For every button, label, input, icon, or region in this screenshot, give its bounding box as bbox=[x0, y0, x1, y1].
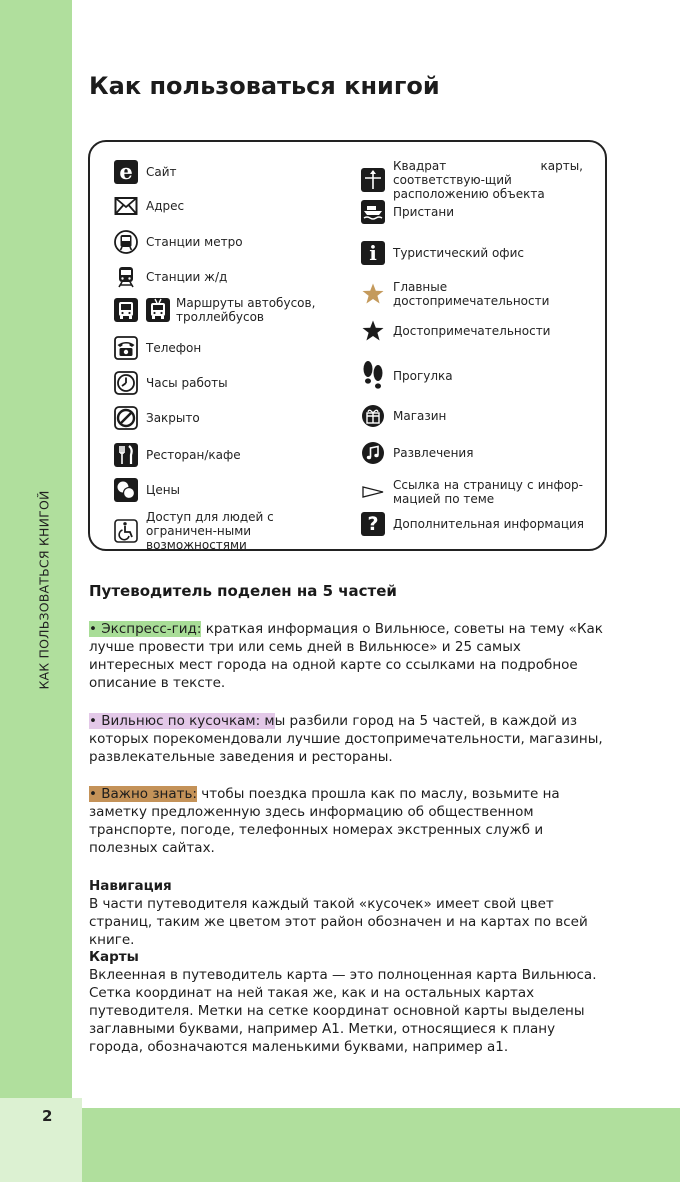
part-express bbox=[89, 620, 604, 692]
legend-label: Закрыто bbox=[146, 411, 200, 425]
icon-legend bbox=[88, 140, 607, 551]
legend-label: Ресторан/кафе bbox=[146, 448, 241, 462]
legend-item-address bbox=[114, 194, 184, 218]
legend-label: Ссылка на страницу с инфор-мацией по теме bbox=[393, 478, 583, 506]
legend-item-shop bbox=[361, 404, 446, 428]
part-important bbox=[89, 785, 604, 857]
part-highlight: • Экспресс-гид: bbox=[89, 621, 202, 637]
legend-label: Пристани bbox=[393, 205, 455, 219]
legend-item-restaurant bbox=[114, 443, 241, 467]
legend-label: Станции метро bbox=[146, 235, 243, 249]
page-number: 2 bbox=[42, 1107, 53, 1125]
legend-label: Телефон bbox=[146, 341, 202, 355]
navigation-section bbox=[89, 877, 604, 949]
clock-icon bbox=[114, 371, 138, 395]
question-icon: ? bbox=[361, 512, 385, 536]
arrow-icon bbox=[361, 480, 385, 504]
page-title: Как пользоваться книгой bbox=[89, 72, 440, 100]
part-highlight: • Вильнюс по кусочкам: м bbox=[89, 713, 275, 729]
page-number-box bbox=[0, 1098, 82, 1182]
trolleybus-icon bbox=[146, 298, 170, 322]
music-icon bbox=[361, 441, 385, 465]
maps-text: Вклеенная в путеводитель карта — это полноценная карта Вильнюса. Сетка координат на ней такая же, как и на остальных картах путеводителя. Метки на сетке координат основной карты выделены заглавными буквами, например A1. Метки, относящиеся к плану города, обозначаются маленькими буквами, например a1. bbox=[89, 967, 597, 1055]
legend-item-walk bbox=[361, 360, 453, 392]
pier-icon bbox=[361, 200, 385, 224]
legend-item-train bbox=[114, 265, 227, 289]
footprints-icon bbox=[361, 360, 385, 392]
map-square-icon bbox=[361, 168, 385, 192]
maps-section bbox=[89, 948, 604, 1056]
prices-icon bbox=[114, 478, 138, 502]
legend-label: Магазин bbox=[393, 409, 447, 423]
section-title: Путеводитель поделен на 5 частей bbox=[89, 582, 397, 600]
closed-icon bbox=[114, 406, 138, 430]
telephone-icon bbox=[114, 336, 138, 360]
part-text: чтобы поездка прошла как по маслу, возьмите на заметку предложенную здесь информацию об общественном транспорте, погоде, телефонных номерах экстренных служб и полезных сайтах. bbox=[89, 786, 560, 856]
info-icon: i bbox=[361, 241, 385, 265]
legend-item-main-sights bbox=[361, 280, 605, 308]
navigation-text: В части путеводителя каждый такой «кусочек» имеет свой цвет страниц, таким же цветом этот район обозначен и на картах по всей книге. bbox=[89, 896, 588, 948]
legend-label: Маршруты автобусов, троллейбусов bbox=[176, 296, 316, 324]
gift-icon bbox=[361, 404, 385, 428]
legend-label: Доступ для людей с ограничен-ными возможностями bbox=[146, 510, 274, 552]
legend-item-prices bbox=[114, 478, 180, 502]
part-text: краткая информация о Вильнюсе, советы на тему «Как лучше провести три или семь дней в Вильнюсе» и 25 самых интересных мест города на одной карте со ссылками на подробное описание в тексте. bbox=[89, 621, 603, 691]
train-icon bbox=[114, 265, 138, 289]
legend-label: Сайт bbox=[146, 165, 177, 179]
legend-label: Дополнительная информация bbox=[393, 517, 585, 531]
metro-icon bbox=[114, 230, 138, 254]
legend-label: Станции ж/д bbox=[146, 270, 228, 284]
legend-item-accessibility bbox=[114, 510, 336, 552]
part-highlight: • Важно знать: bbox=[89, 786, 197, 802]
legend-label: Туристический офис bbox=[393, 246, 524, 260]
part-vilnius-pieces bbox=[89, 712, 604, 766]
legend-item-phone bbox=[114, 336, 201, 360]
legend-item-entertainment bbox=[361, 441, 473, 465]
part-text: ы разбили город на 5 частей, в каждой из которых порекомендовали лучшие достопримечательности, магазины, развлекательные заведения и рестораны. bbox=[89, 713, 603, 765]
legend-item-more-info bbox=[361, 512, 584, 536]
legend-item-pier bbox=[361, 200, 454, 224]
legend-label: Квадрат карты, соответствую-щий расположению объекта bbox=[393, 159, 583, 201]
legend-label: Адрес bbox=[146, 199, 185, 213]
legend-item-closed bbox=[114, 406, 200, 430]
legend-item-info bbox=[361, 241, 524, 265]
legend-item-hours bbox=[114, 371, 228, 395]
gold-star-icon bbox=[361, 282, 385, 306]
legend-item-bus bbox=[114, 296, 326, 324]
maps-title: Карты bbox=[89, 949, 139, 965]
legend-label: Главные достопримечательности bbox=[393, 280, 550, 308]
legend-item-page-ref bbox=[361, 478, 583, 506]
legend-item-sights bbox=[361, 319, 550, 343]
bus-icon bbox=[114, 298, 138, 322]
legend-item-map-square bbox=[361, 159, 583, 201]
wheelchair-icon bbox=[114, 519, 138, 543]
legend-item-metro bbox=[114, 230, 243, 254]
legend-label: Развлечения bbox=[393, 446, 474, 460]
black-star-icon bbox=[361, 319, 385, 343]
restaurant-icon bbox=[114, 443, 138, 467]
legend-label: Часы работы bbox=[146, 376, 228, 390]
legend-label: Цены bbox=[146, 483, 181, 497]
e-site-icon: e bbox=[114, 160, 138, 184]
bottom-bar bbox=[82, 1108, 680, 1182]
legend-label: Прогулка bbox=[393, 369, 453, 383]
sidebar-label: КАК ПОЛЬЗОВАТЬСЯ КНИГОЙ bbox=[36, 490, 52, 690]
legend-item-site bbox=[114, 160, 177, 184]
navigation-title: Навигация bbox=[89, 878, 172, 894]
legend-label: Достопримечательности bbox=[393, 324, 551, 338]
envelope-icon bbox=[114, 194, 138, 218]
